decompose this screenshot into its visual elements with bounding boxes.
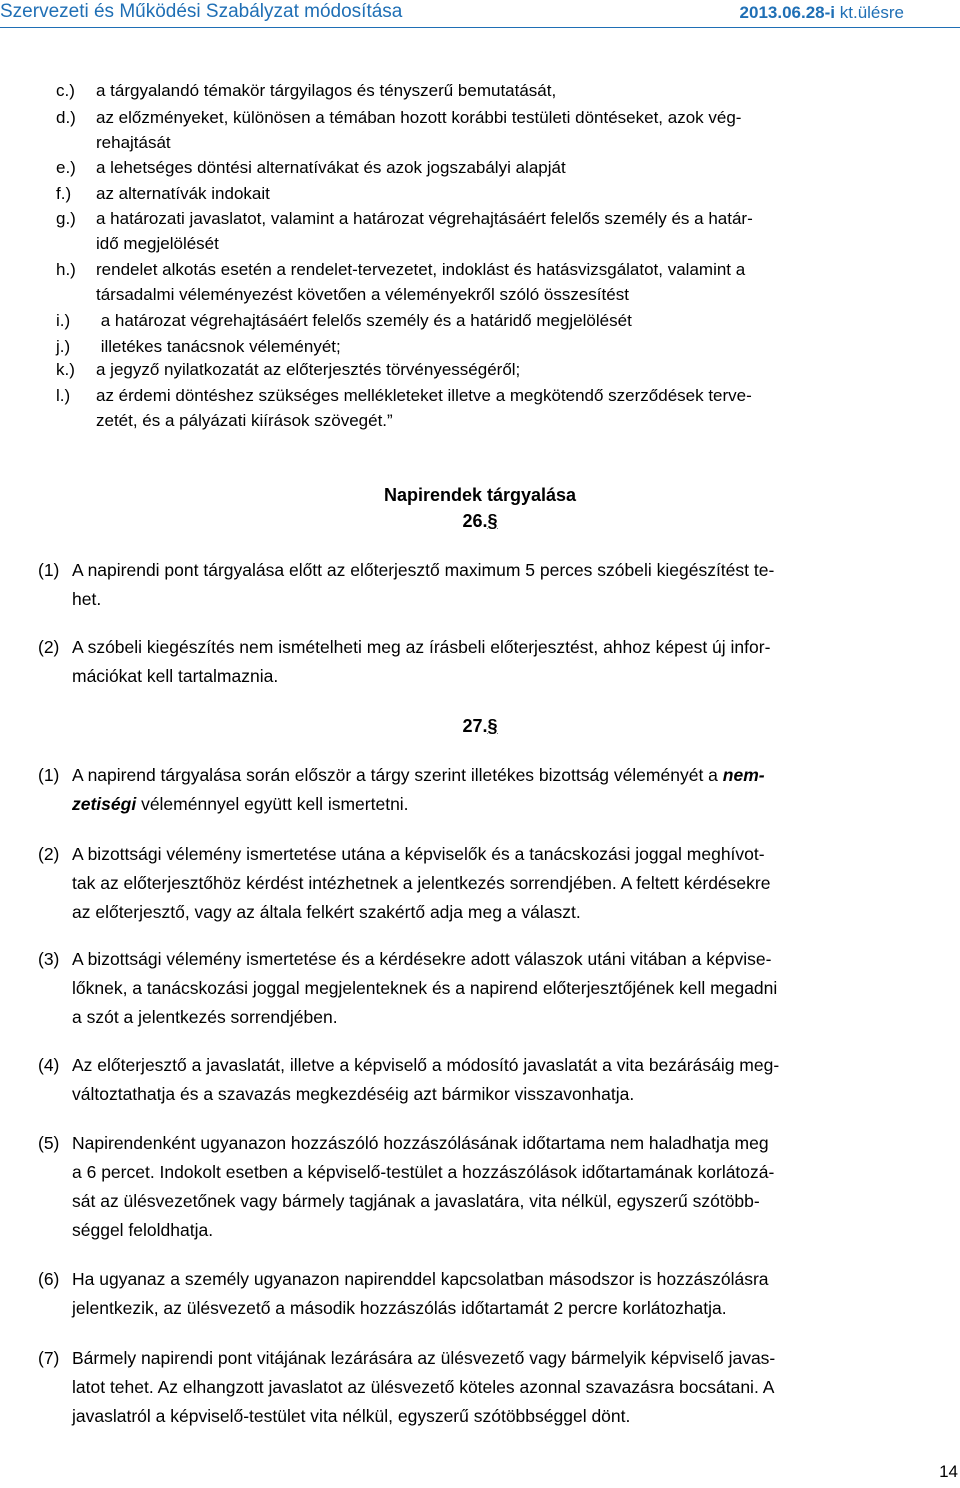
section-mark: §	[487, 716, 498, 736]
section-title: Napirendek tárgyalása	[383, 485, 577, 505]
section-mark: §	[487, 511, 498, 531]
list-item-continuation: társadalmi véleményezést követően a véleményekről szóló összesítést	[96, 285, 629, 304]
emphasis-text: nem-	[722, 765, 765, 785]
paragraph	[38, 1129, 953, 1245]
paragraph-line: változtathatja és a szavazás megkezdéséig azt bármikor visszavonhatja.	[72, 1084, 635, 1104]
paragraph-line: Napirendenként ugyanazon hozzászóló hozzászólásának időtartama nem haladhatja meg	[72, 1133, 769, 1153]
list-item-label: j.)	[56, 337, 71, 356]
paragraph	[38, 556, 953, 614]
section-number: 27.	[462, 716, 488, 736]
list-item-label: k.)	[56, 360, 75, 379]
list-item	[56, 383, 946, 430]
list-item	[56, 181, 946, 206]
paragraph-line: Az előterjesztő a javaslatát, illetve a képviselő a módosító javaslatát a vita bezárásáig meg-	[72, 1055, 780, 1075]
list-item-label: g.)	[56, 209, 76, 228]
header-rule	[0, 27, 960, 28]
list-item-label: h.)	[56, 260, 76, 279]
paragraph-line: A bizottsági vélemény ismertetése és a kérdésekre adott válaszok utáni vitában a képvise-	[72, 949, 772, 969]
header-date-value: 2013.06.28-i	[739, 3, 836, 22]
list-item-label: i.)	[56, 311, 71, 330]
list-item-text: a határozat végrehajtásáért felelős személy és a határidő megjelölését	[96, 311, 632, 330]
paragraph-line: A napirend tárgyalása során először a tárgy szerint illetékes bizottság véleményét a	[72, 765, 723, 785]
page-header	[0, 0, 960, 27]
paragraph-number: (5)	[38, 1133, 60, 1153]
paragraph-line: het.	[72, 589, 102, 609]
header-date-suffix: kt.ülésre	[839, 3, 904, 22]
list-item	[56, 308, 946, 333]
paragraph-number: (2)	[38, 637, 60, 657]
paragraph-line: tak az előterjesztőhöz kérdést intézhetnek a jelentkezés sorrendjében. A feltett kérdésekre	[72, 873, 771, 893]
paragraph-line: mációkat kell tartalmaznia.	[72, 666, 279, 686]
paragraph-line: a szót a jelentkezés sorrendjében.	[72, 1007, 338, 1027]
section-number-27	[0, 713, 960, 739]
paragraph-line: a 6 percet. Indokolt esetben a képviselő-testület a hozzászólások időtartamának korlátozá-	[72, 1162, 775, 1182]
list-item-text: az előzményeket, különösen a témában hozott korábbi testületi döntéseket, azok vég-	[96, 108, 742, 127]
paragraph-line: séggel feloldhatja.	[72, 1220, 214, 1240]
paragraph-number: (1)	[38, 560, 60, 580]
list-item-label: c.)	[56, 81, 75, 100]
paragraph-number: (7)	[38, 1348, 60, 1368]
emphasis-text: zetiségi	[72, 794, 137, 814]
list-item-continuation: zetét, és a pályázati kiírások szövegét.”	[96, 411, 393, 430]
list-item-text: rendelet alkotás esetén a rendelet-tervezetet, indoklást és hatásvizsgálatot, valamint a	[96, 260, 746, 279]
header-title: Szervezeti és Működési Szabályzat módosítása	[0, 1, 403, 22]
paragraph	[38, 945, 953, 1032]
header-date	[740, 3, 904, 23]
paragraph-number: (2)	[38, 844, 60, 864]
paragraph	[38, 761, 953, 819]
paragraph-line: sát az ülésvezetőnek vagy bármely tagjának a javaslatára, vita nélkül, egyszerű szótöbb-	[72, 1191, 760, 1211]
paragraph-line: Ha ugyanaz a személy ugyanazon napirenddel kapcsolatban másodszor is hozzászólásra	[72, 1269, 769, 1289]
list-item	[56, 334, 946, 359]
paragraph-line: A napirendi pont tárgyalása előtt az előterjesztő maximum 5 perces szóbeli kiegészítést te-	[72, 560, 775, 580]
paragraph-line: Bármely napirendi pont vitájának lezárására az ülésvezető vagy bármelyik képviselő javas-	[72, 1348, 776, 1368]
paragraph-line: jelentkezik, az ülésvezető a második hozzászólás időtartamát 2 percre korlátozhatja.	[72, 1298, 727, 1318]
paragraph-line: latot tehet. Az elhangzott javaslatot az ülésvezető köteles azonnal szavazásra bocsátani. A	[72, 1377, 775, 1397]
paragraph	[38, 1344, 953, 1431]
list-item-label: l.)	[56, 386, 71, 405]
paragraph	[38, 1051, 953, 1109]
list-item-text: a tárgyalandó témakör tárgyilagos és tényszerű bemutatását,	[96, 81, 557, 100]
list-item-text: a lehetséges döntési alternatívákat és azok jogszabályi alapját	[96, 158, 566, 177]
section-number-26	[0, 508, 960, 534]
page-number: 14	[939, 1462, 958, 1481]
list-item	[56, 206, 946, 253]
paragraph-line: A szóbeli kiegészítés nem ismételheti meg az írásbeli előterjesztést, ahhoz képest új infor-	[72, 637, 771, 657]
list-item-text: az alternatívák indokait	[96, 184, 270, 203]
list-item-text: illetékes tanácsnok véleményét;	[96, 337, 341, 356]
paragraph-number: (4)	[38, 1055, 60, 1075]
list-item-text: az érdemi döntéshez szükséges mellékleteket illetve a megkötendő szerződések terve-	[96, 386, 752, 405]
list-item	[56, 257, 946, 304]
list-item	[56, 78, 946, 103]
paragraph-number: (1)	[38, 765, 60, 785]
paragraph-line: A bizottsági vélemény ismertetése utána a képviselők és a tanácskozási joggal meghívot-	[72, 844, 765, 864]
section-number: 26.	[462, 511, 488, 531]
list-item-continuation: rehajtását	[96, 133, 171, 152]
list-item-text: a jegyző nyilatkozatát az előterjesztés törvényességéről;	[96, 360, 521, 379]
list-item-label: f.)	[56, 184, 72, 203]
list-item-label: d.)	[56, 108, 76, 127]
paragraph-line: véleménnyel együtt kell ismertetni.	[136, 794, 409, 814]
paragraph-line: javaslatról a képviselő-testület vita nélkül, egyszerű szótöbbséggel dönt.	[72, 1406, 631, 1426]
paragraph	[38, 840, 953, 927]
paragraph-line: lőknek, a tanácskozási joggal megjelenteknek és a napirend előterjesztőjének kell megadni	[72, 978, 778, 998]
list-item-continuation: idő megjelölését	[96, 234, 219, 253]
paragraph	[38, 1265, 953, 1323]
paragraph-number: (6)	[38, 1269, 60, 1289]
list-item-text: a határozati javaslatot, valamint a határozat végrehajtásáért felelős személy és a határ-	[96, 209, 753, 228]
list-item	[56, 357, 946, 382]
list-item	[56, 105, 946, 152]
list-item	[56, 155, 946, 180]
list-item-label: e.)	[56, 158, 76, 177]
paragraph	[38, 633, 953, 691]
paragraph-line: az előterjesztő, vagy az általa felkért szakértő adja meg a választ.	[72, 902, 581, 922]
paragraph-number: (3)	[38, 949, 60, 969]
